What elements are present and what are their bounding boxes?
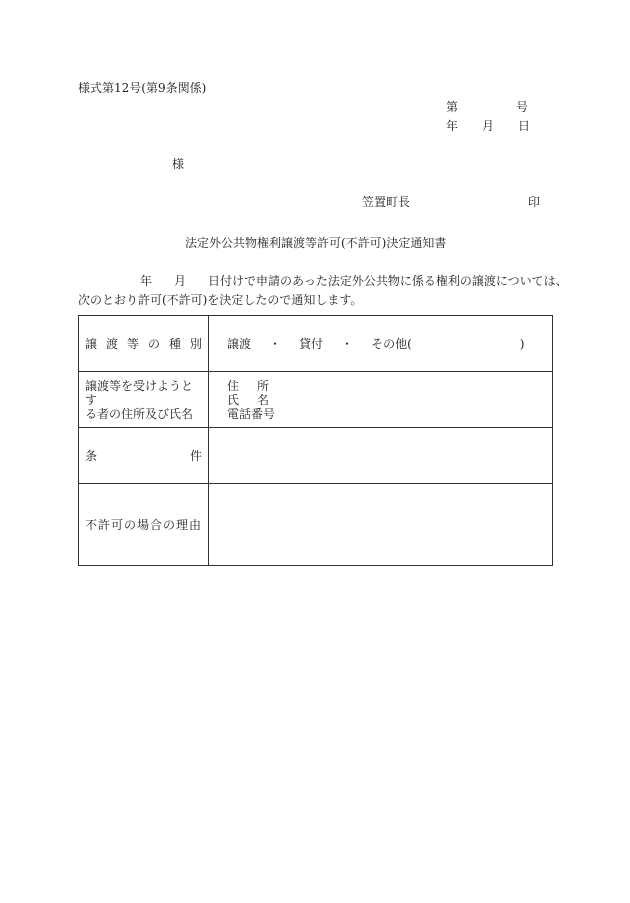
option-other-open: その他(: [371, 337, 412, 351]
conditions-label: [79, 447, 208, 464]
number-suffix: 号: [515, 100, 528, 114]
name-label-char: 氏: [227, 392, 240, 407]
document-title: 法定外公共物権利譲渡等許可(不許可)決定通知書: [185, 236, 447, 250]
addressee-suffix: 様: [172, 157, 185, 171]
option-lending: 貸付: [299, 337, 324, 351]
reason-label: 不許可の場合の理由: [85, 518, 203, 532]
form-number: 様式第12号(第9条関係): [78, 81, 207, 95]
option-other-close: ): [519, 336, 525, 351]
address-label-char: 住: [227, 378, 240, 393]
phone-field: [227, 407, 552, 421]
issuer-line: [362, 195, 542, 209]
date-day-label: 日: [518, 119, 531, 133]
conditions-value-cell: [209, 428, 553, 484]
name-label: [227, 393, 269, 407]
type-label-char: の: [147, 337, 160, 351]
type-label-char: 譲: [85, 337, 98, 351]
recipient-label: [79, 379, 208, 421]
number-prefix: 第: [446, 100, 459, 114]
table-row-recipient: [79, 372, 553, 428]
issue-date-line: [446, 119, 531, 133]
seal-mark: 印: [528, 195, 541, 209]
body-year-label: 年: [140, 274, 153, 288]
type-label-char: 等: [126, 337, 139, 351]
option-transfer: 譲渡: [227, 337, 252, 351]
conditions-label-char: 条: [85, 449, 98, 463]
body-line-1: [78, 274, 568, 288]
reason-value-cell: [209, 484, 553, 566]
table-row-conditions: [79, 428, 553, 484]
body-month-label: 月: [174, 274, 187, 288]
type-value-cell: [209, 316, 553, 372]
body-line-1-text: 日付けで申請のあった法定外公共物に係る権利の譲渡については、: [208, 274, 568, 288]
reason-label-cell: [79, 484, 209, 566]
body-line-2: 次のとおり許可(不許可)を決定したので通知します。: [78, 293, 363, 307]
type-label: [79, 335, 208, 352]
option-separator: ・: [269, 337, 282, 351]
type-options: [209, 335, 552, 352]
recipient-label-line-1: 譲渡等を受けようとす: [85, 378, 194, 407]
table-row-reason: [79, 484, 553, 566]
type-label-cell: [79, 316, 209, 372]
recipient-label-cell: [79, 372, 209, 428]
name-field: [227, 393, 552, 407]
conditions-label-char: 件: [189, 449, 202, 463]
recipient-value-cell: [209, 372, 553, 428]
document-number-line: [446, 100, 528, 114]
date-year-label: 年: [446, 119, 459, 133]
type-label-char: 種: [168, 337, 181, 351]
issuer-name: 笠置町長: [362, 195, 411, 209]
date-month-label: 月: [482, 119, 495, 133]
recipient-label-line-2: る者の住所及び氏名: [85, 406, 194, 421]
name-label-char: 名: [256, 392, 269, 407]
table-row-type: [79, 316, 553, 372]
type-label-char: 渡: [105, 337, 118, 351]
type-label-char: 別: [189, 337, 202, 351]
recipient-fields: [209, 379, 552, 421]
address-label: [227, 379, 269, 393]
phone-label: 電話番号: [227, 406, 276, 421]
address-field: [227, 379, 552, 393]
decision-table: [78, 315, 553, 566]
option-separator: ・: [341, 337, 354, 351]
address-label-char: 所: [256, 378, 269, 393]
conditions-label-cell: [79, 428, 209, 484]
